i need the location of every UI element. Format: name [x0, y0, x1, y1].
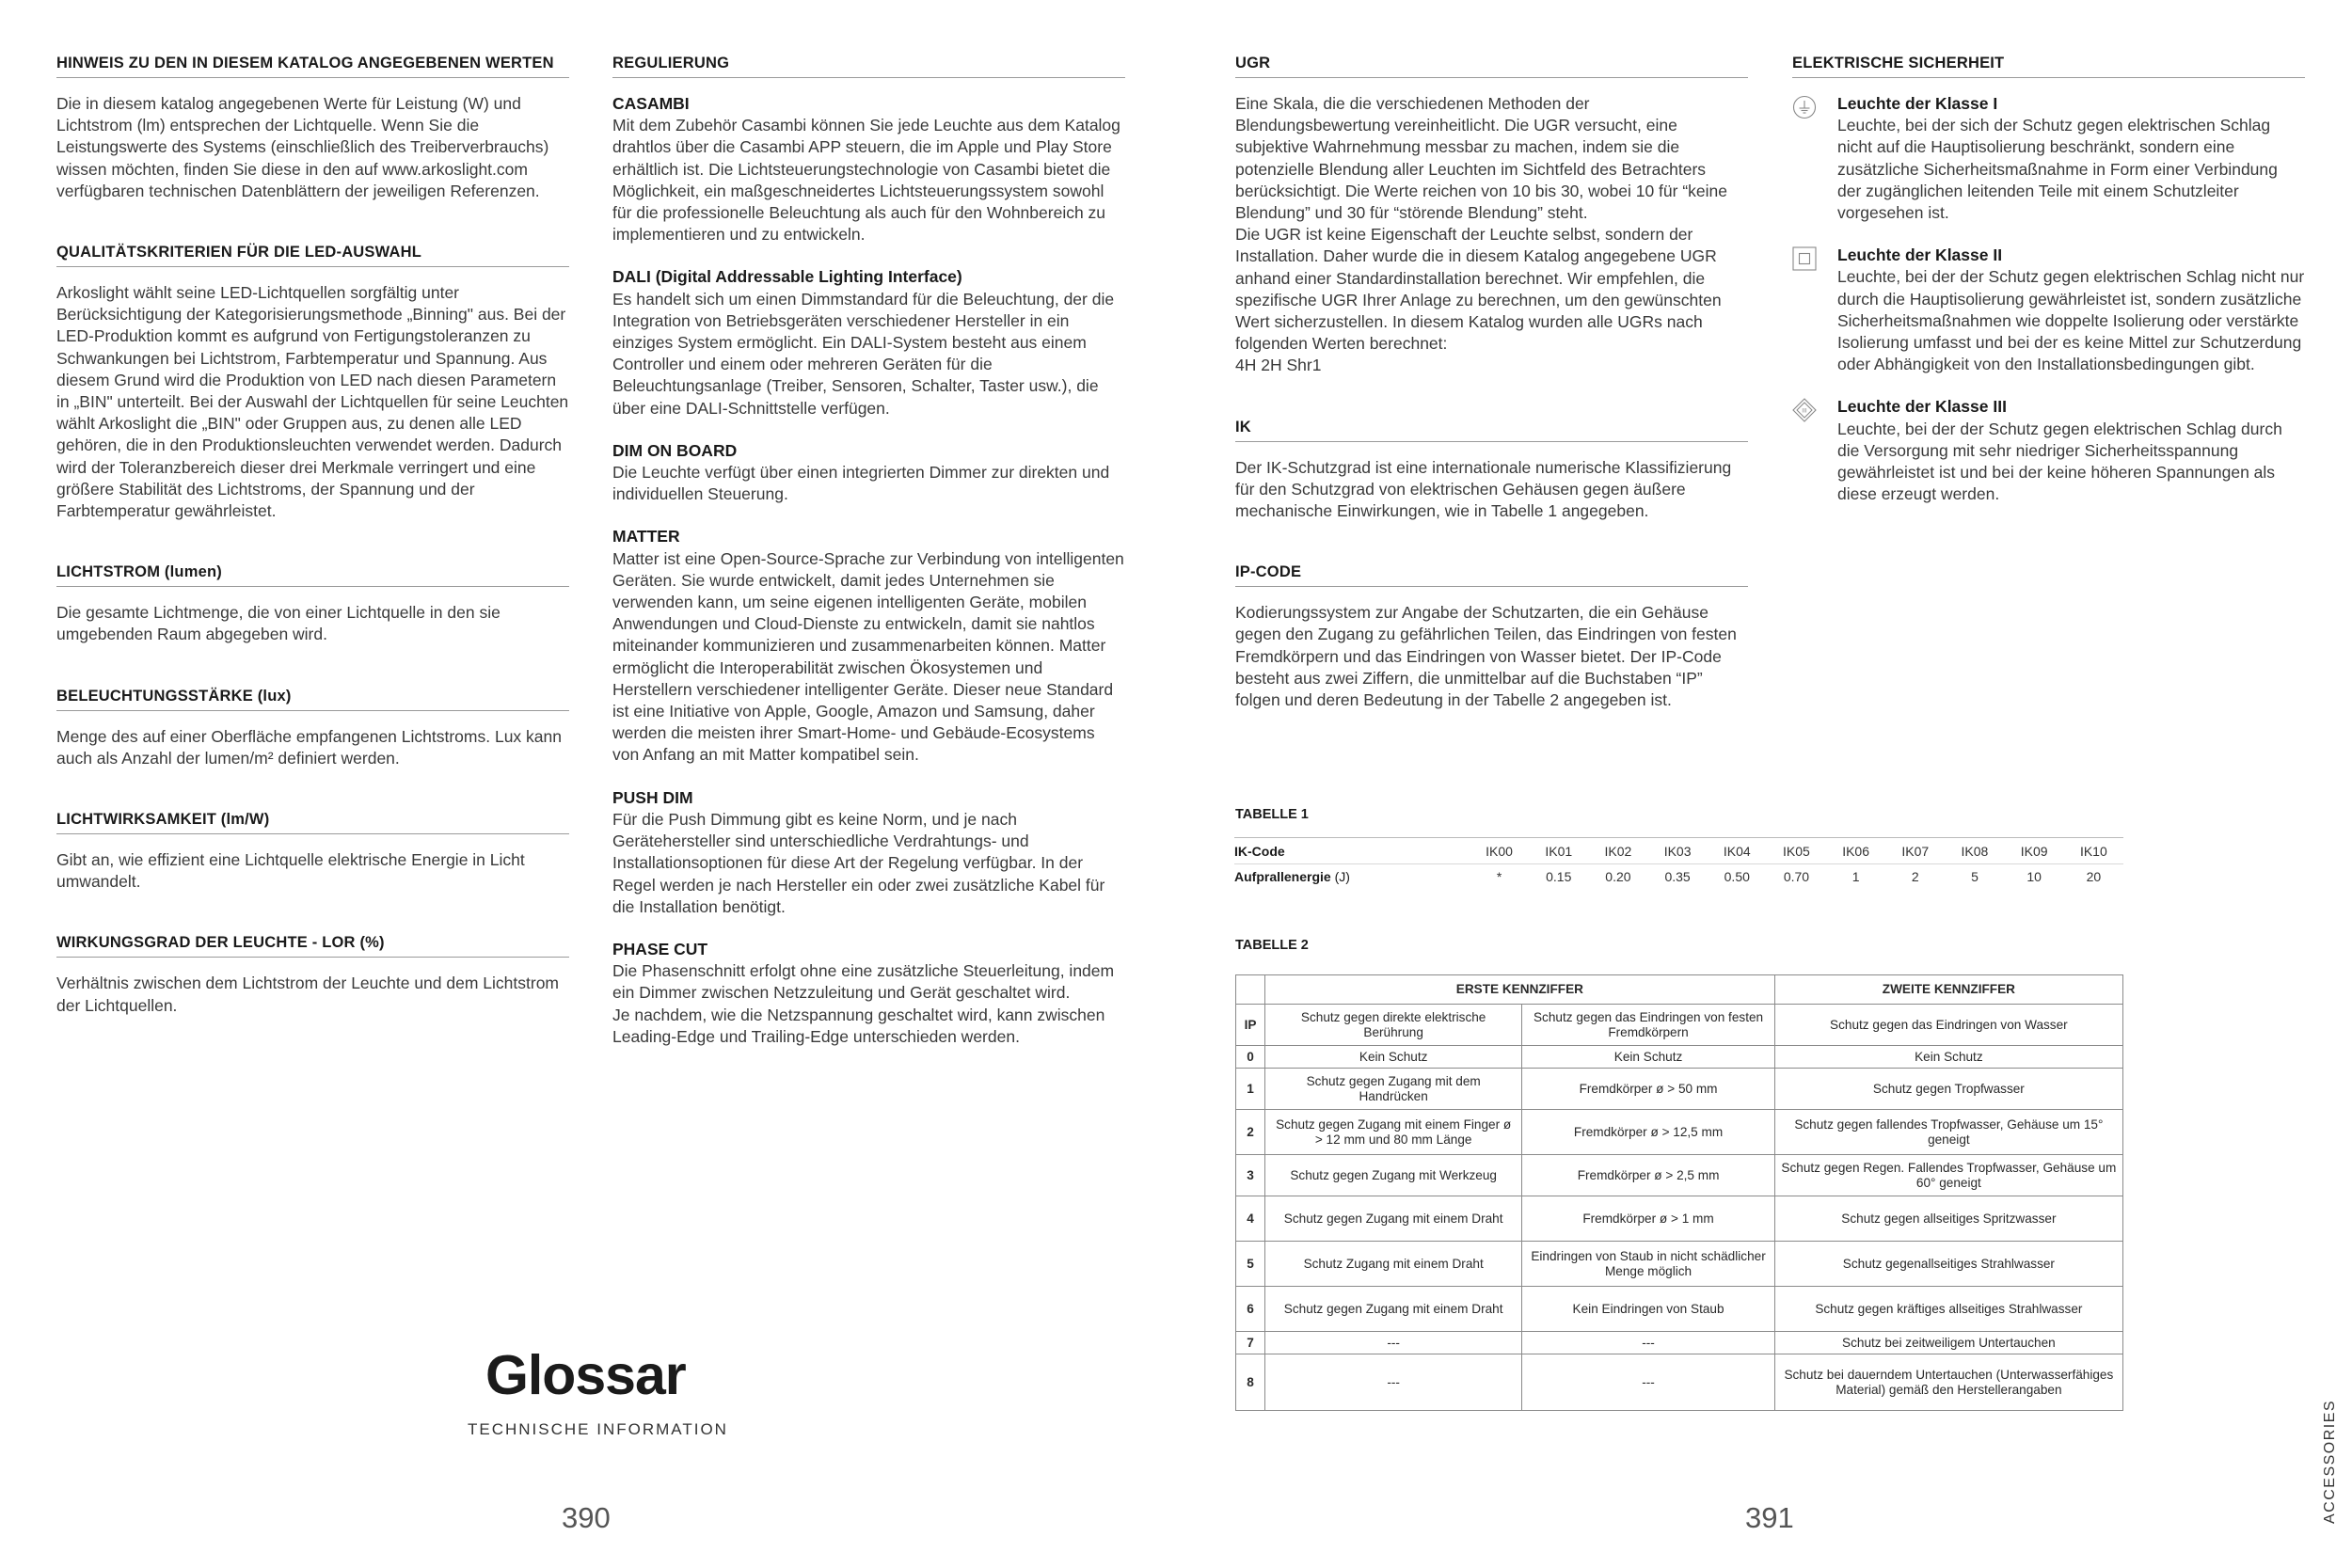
safety-class-3	[1792, 396, 2305, 505]
table2-cell: Schutz gegen allseitiges Spritzwasser	[1774, 1196, 2122, 1242]
table1-row-label: IK-Code	[1234, 839, 1470, 864]
energy-cell: 2	[1911, 869, 1919, 884]
table2-cell: Schutz gegen kräftiges allseitiges Strahlwasser	[1774, 1287, 2122, 1332]
table2-cell: Schutz Zugang mit einem Draht	[1264, 1242, 1521, 1287]
ip-digit-cell: 1	[1236, 1069, 1265, 1110]
section-text: Arkoslight wählt seine LED-Lichtquellen sorgfältig unter Berücksichtigung der Kategorisierungsmethode „Binning" aus. Bei der LED-Produktion kommt es aufgrund von Fertigungstoleranzen zu Schwankungen bei Lichtstrom, Farbtemperatur und Spannung. Aus diesem Grund wird die Produktion von LED nach diesen Parametern in „BIN" unterteilt. Bei der Auswahl der Lichtquellen für seine Leuchten wählt Arkoslight die „BIN" oder Gruppen aus, zu denen alle LED gehören, die in den Produktionsleuchten verwendet werden. Dadurch wird der Toleranzbereich dieser drei Merkmale verringert und eine größere Stabilität des Lichtstroms, der Spannung und der Farbtemperatur gewährleistet.	[56, 283, 569, 521]
section-wirkungsgrad	[56, 934, 569, 1016]
section-text: Eine Skala, die die verschiedenen Methoden der Blendungsbewertung vereinheitlicht. Die UGR versucht, eine subjektive Wahrnehmung messbar zu machen, indem sie die potenzielle Blendung aller Leuchten im Sichtfeld des Betrachters berücksichtigt. Die Werte reichen von 10 bis 30, wobei 10 für “keine Blendung” und 30 für “störende Blendung” steht. Die UGR ist keine Eigenschaft der Leuchte selbst, sondern der Installation. Daher wurde die in diesem Katalog angegebene UGR anhand einer Standardinstallation berechnet. Wir empfehlen, die spezifische UGR Ihrer Anlage zu berechnen, um den gewünschten Wert sicherzustellen. In diesem Katalog wurden alle UGRs nach folgenden Werten berechnet: 4H 2H Shr1	[1235, 94, 1728, 375]
left-column-1	[56, 55, 569, 1017]
ik-code-cell: IK09	[2005, 839, 2064, 864]
table1-label: TABELLE 1	[1235, 807, 1309, 822]
table2-cell: Schutz gegen Zugang mit einem Finger ø > 12 mm und 80 mm Länge	[1264, 1110, 1521, 1155]
protective-earth-icon	[1792, 95, 1817, 119]
energy-cell: 0.70	[1783, 869, 1810, 884]
table2-cell: Schutz gegen Zugang mit dem Handrücken	[1264, 1069, 1521, 1110]
table2-cell: ---	[1264, 1354, 1521, 1411]
ik-code-cell: IK03	[1648, 839, 1708, 864]
ip-digit-cell: 2	[1236, 1110, 1265, 1155]
table2-cell: Schutz gegen Zugang mit einem Draht	[1264, 1196, 1521, 1242]
section-beleuchtungsstaerke	[56, 688, 569, 769]
item-title: CASAMBI	[612, 94, 690, 113]
energy-cell: 5	[1971, 869, 1979, 884]
table2-body	[1236, 1005, 2123, 1411]
table1	[1234, 839, 2123, 889]
item-text: Leuchte, bei der sich der Schutz gegen elektrischen Schlag nicht auf die Hauptisolierung beschränkt, sondern eine zusätzliche Sicherheitsmaßnahme in Form einer Verbindung der zugänglichen leitenden Teile mit einem Schutzleiter vorgesehen ist.	[1837, 116, 2278, 223]
ip-digit-cell: 5	[1236, 1242, 1265, 1287]
regulierung-item	[612, 787, 1125, 918]
ik-code-cell: IK02	[1588, 839, 1647, 864]
safety-class-2	[1792, 245, 2305, 375]
item-title: MATTER	[612, 527, 680, 546]
section-heading: WIRKUNGSGRAD DER LEUCHTE - LOR (%)	[56, 934, 569, 958]
item-title: Leuchte der Klasse I	[1837, 94, 1998, 113]
table2-cell: Schutz bei dauerndem Untertauchen (Unterwasserfähiges Material) gemäß den Herstellerangaben	[1774, 1354, 2122, 1411]
energy-cell: 10	[2026, 869, 2042, 884]
right-column-4	[1792, 55, 2305, 505]
table2	[1235, 974, 2123, 1411]
section-heading: IK	[1235, 419, 1748, 442]
ik-code-cell: IK08	[1945, 839, 2004, 864]
safety-class-1	[1792, 93, 2305, 224]
ip-digit-cell: 7	[1236, 1332, 1265, 1354]
ip-digit-cell: 3	[1236, 1155, 1265, 1196]
section-heading: QUALITÄTSKRITERIEN FÜR DIE LED-AUSWAHL	[56, 244, 569, 267]
table2-row	[1236, 1046, 2123, 1069]
table2-cell: Kein Schutz	[1264, 1046, 1521, 1069]
class-iii-icon-label: III	[1802, 407, 1807, 415]
table2-cell: Schutz gegenallseitiges Strahlwasser	[1774, 1242, 2122, 1287]
table2-cell: Schutz gegen fallendes Tropfwasser, Gehäuse um 15° geneigt	[1774, 1110, 2122, 1155]
side-section-label: ACCESSORIES	[2322, 1399, 2338, 1524]
table2-cell: Fremdkörper ø > 2,5 mm	[1522, 1155, 1774, 1196]
regulierung-item	[612, 93, 1125, 245]
table2-cell: Schutz gegen Tropfwasser	[1774, 1069, 2122, 1110]
table2-row	[1236, 1242, 2123, 1287]
energy-cell: *	[1496, 869, 1502, 884]
table2-cell: Kein Schutz	[1774, 1046, 2122, 1069]
section-heading: IP-CODE	[1235, 563, 1748, 587]
table2-row	[1236, 1069, 2123, 1110]
ip-digit-cell: 4	[1236, 1196, 1265, 1242]
regulierung-item	[612, 939, 1125, 1048]
ik-code-cell: IK00	[1470, 839, 1529, 864]
class-iii-icon	[1792, 398, 1817, 422]
energy-cell: 0.50	[1724, 869, 1750, 884]
table2-header-second: ZWEITE KENNZIFFER	[1774, 975, 2122, 1005]
regulierung-item	[612, 526, 1125, 766]
item-text: Leuchte, bei der der Schutz gegen elektrischen Schlag nicht nur durch die Hauptisolierung gewährleistet ist, sondern zusätzliche Sicherheitsmaßnahmen wie doppelte Isolierung oder verstärkte Isolierung umfasst und bei der es keine Mittel zur Schutzerdung oder Abhängigkeit von den Installationsbedingungen gibt.	[1837, 267, 2305, 374]
section-text: Die in diesem katalog angegebenen Werte für Leistung (W) und Lichtstrom (lm) entsprechen der Lichtquelle. Wenn Sie die Leistungswerte des Systems (einschließlich des Treiberverbrauchs) wissen möchten, finden Sie diese in den auf www.arkoslight.com verfügbaren technischen Datenblättern der jeweiligen Referenzen.	[56, 94, 549, 200]
ip-digit-cell: 8	[1236, 1354, 1265, 1411]
ip-digit-cell: 6	[1236, 1287, 1265, 1332]
section-text: Der IK-Schutzgrad ist eine internationale numerische Klassifizierung für den Schutzgrad von elektrischen Gehäusen gegen äußere mechanische Einwirkungen, wie in Tabelle 1 angegeben.	[1235, 457, 1732, 521]
left-column-2	[612, 55, 1125, 1048]
energy-cell: 0.35	[1664, 869, 1691, 884]
table2-cell: Fremdkörper ø > 50 mm	[1522, 1069, 1774, 1110]
section-heading: HINWEIS ZU DEN IN DIESEM KATALOG ANGEGEBENEN WERTEN	[56, 55, 569, 78]
item-text: Für die Push Dimmung gibt es keine Norm, und je nach Gerätehersteller sind unterschiedliche Verdrahtungs- und Installationsoptionen für diese Art der Regelung verfügbar. In der Regel werden je nach Hersteller ein oder zwei zusätzliche Kabel für die Installation benötigt.	[612, 809, 1105, 916]
ik-code-cell: IK07	[1885, 839, 1945, 864]
section-text: Gibt an, wie effizient eine Lichtquelle elektrische Energie in Licht umwandelt.	[56, 850, 525, 892]
double-insulation-icon	[1792, 246, 1817, 271]
table1-top-rule	[1234, 837, 2123, 838]
table2-cell: Schutz gegen Zugang mit einem Draht	[1264, 1287, 1521, 1332]
table2-cell: Schutz gegen Zugang mit Werkzeug	[1264, 1155, 1521, 1196]
table2-cell: Kein Eindringen von Staub	[1522, 1287, 1774, 1332]
table2-cell: Schutz gegen direkte elektrische Berührung	[1264, 1005, 1521, 1046]
energy-unit: (J)	[1334, 869, 1350, 884]
table2-cell: Fremdkörper ø > 1 mm	[1522, 1196, 1774, 1242]
table2-cell: Kein Schutz	[1522, 1046, 1774, 1069]
ip-digit-cell: 0	[1236, 1046, 1265, 1069]
section-heading: BELEUCHTUNGSSTÄRKE (lux)	[56, 688, 569, 711]
ik-code-cell: IK04	[1708, 839, 1767, 864]
section-text: Die gesamte Lichtmenge, die von einer Lichtquelle in den sie umgebenden Raum abgegeben wird.	[56, 603, 501, 644]
item-text: Die Leuchte verfügt über einen integrierten Dimmer zur direkten und individuellen Steuerung.	[612, 463, 1110, 504]
table2-row	[1236, 1110, 2123, 1155]
ik-code-cell: IK10	[2064, 839, 2123, 864]
table1-row-energy	[1234, 864, 2123, 890]
energy-cell: 0.20	[1605, 869, 1631, 884]
table2-cell: ---	[1264, 1332, 1521, 1354]
right-column-3	[1235, 55, 1748, 711]
item-title: PUSH DIM	[612, 787, 693, 807]
table2-cell: Schutz gegen das Eindringen von festen Fremdkörpern	[1522, 1005, 1774, 1046]
table2-cell: ---	[1522, 1332, 1774, 1354]
section-heading: REGULIERUNG	[612, 55, 1125, 78]
section-qualitaet	[56, 244, 569, 522]
page-subtitle: TECHNISCHE INFORMATION	[468, 1420, 728, 1438]
item-title: DALI (Digital Addressable Lighting Interface)	[612, 267, 962, 287]
page-number-right: 391	[1745, 1501, 1794, 1534]
section-lichtwirksamkeit	[56, 811, 569, 893]
table2-cell: ---	[1522, 1354, 1774, 1411]
table2-row	[1236, 1287, 2123, 1332]
table2-cell: Fremdkörper ø > 12,5 mm	[1522, 1110, 1774, 1155]
section-text: Menge des auf einer Oberfläche empfangenen Lichtstroms. Lux kann auch als Anzahl der lumen/m² definiert werden.	[56, 726, 562, 768]
page-title: Glossar	[485, 1344, 686, 1406]
table2-row	[1236, 1005, 2123, 1046]
item-title: Leuchte der Klasse II	[1837, 245, 2003, 265]
page-number-left: 390	[562, 1501, 611, 1534]
item-text: Mit dem Zubehör Casambi können Sie jede Leuchte aus dem Katalog drahtlos über die Casambi APP steuern, die im Apple und Play Store erhältlich ist. Die Lichtsteuerungstechnologie von Casambi bietet die Möglichkeit, ein maßgeschneidertes Lichtsteuerungssystem sowohl für die professionelle Beleuchtung als auch für den Wohnbereich zu implementieren und zu entwickeln.	[612, 116, 1120, 245]
item-text: Matter ist eine Open-Source-Sprache zur Verbindung von intelligenten Geräten. Sie wurde entwickelt, damit jedes Unternehmen sie verwenden kann, um seine eigenen intelligenten Geräte, mobilen Anwendungen und Cloud-Dienste zu entwickeln, damit sie nahtlos miteinander kommunizieren und zusammenarbeiten können. Matter ermöglicht die Interoperabilität zwischen Ökosystemen und Herstellern verschiedener intelligenter Geräte. Dieser neue Standard ist eine Initiative von Apple, Google, Amazon und Samsung, daher werden die meisten ihrer Smart-Home- und Gebäude-Ecosystems von Anfang an mit Matter kompatibel sein.	[612, 548, 1124, 765]
section-ik	[1235, 419, 1748, 523]
table2-cell: Schutz bei zeitweiligem Untertauchen	[1774, 1332, 2122, 1354]
ik-code-cell: IK01	[1529, 839, 1588, 864]
section-heading: LICHTWIRKSAMKEIT (lm/W)	[56, 811, 569, 834]
table2-row	[1236, 1196, 2123, 1242]
section-hinweis	[56, 55, 569, 202]
section-text: Kodierungssystem zur Angabe der Schutzarten, die ein Gehäuse gegen den Zugang zu gefährlichen Teilen, das Eindringen von festen Fremdkörpern und das Eindringen von Wasser bietet. Der IP-Code besteht aus zwei Ziffern, die unmittelbar auf die Buchstaben “IP” folgen und deren Bedeutung in der Tabelle 2 angegeben ist.	[1235, 603, 1737, 710]
section-ugr	[1235, 55, 1748, 377]
regulierung-item	[612, 266, 1125, 419]
table2-cell: Eindringen von Staub in nicht schädlicher Menge möglich	[1522, 1242, 1774, 1287]
table2-row	[1236, 1332, 2123, 1354]
table2-row	[1236, 1354, 2123, 1411]
table2-cell: Schutz gegen Regen. Fallendes Tropfwasser, Gehäuse um 60° geneigt	[1774, 1155, 2122, 1196]
ip-digit-cell: IP	[1236, 1005, 1265, 1046]
regulierung-item	[612, 440, 1125, 506]
section-heading: UGR	[1235, 55, 1748, 78]
section-text: Verhältnis zwischen dem Lichtstrom der Leuchte und dem Lichtstrom der Lichtquellen.	[56, 974, 560, 1015]
energy-cell: 20	[2086, 869, 2102, 884]
section-lichtstrom	[56, 563, 569, 645]
table2-row	[1236, 1155, 2123, 1196]
ik-code-cell: IK06	[1826, 839, 1885, 864]
item-title: PHASE CUT	[612, 939, 708, 958]
table2-header-first: ERSTE KENNZIFFER	[1264, 975, 1774, 1005]
section-heading: LICHTSTROM (lumen)	[56, 563, 569, 587]
table2-cell: Schutz gegen das Eindringen von Wasser	[1774, 1005, 2122, 1046]
section-ip-code	[1235, 563, 1748, 711]
item-title: DIM ON BOARD	[612, 440, 738, 460]
energy-cell: 0.15	[1546, 869, 1572, 884]
item-text: Leuchte, bei der der Schutz gegen elektrischen Schlag durch die Versorgung mit sehr niedriger Sicherheitsspannung gewährleistet ist und bei der keine höheren Spannungen als diese erzeugt werden.	[1837, 419, 2282, 504]
energy-cell: 1	[1851, 869, 1860, 884]
table1-row-codes	[1234, 839, 2123, 864]
item-title: Leuchte der Klasse III	[1837, 397, 2007, 417]
table1-row-label	[1234, 864, 1470, 890]
table2-header-row	[1236, 975, 2123, 1005]
table2-header-empty	[1236, 975, 1265, 1005]
ik-code-cell: IK05	[1767, 839, 1826, 864]
energy-label: Aufprallenergie	[1234, 869, 1331, 884]
table2-label: TABELLE 2	[1235, 938, 1309, 953]
section-heading: ELEKTRISCHE SICHERHEIT	[1792, 55, 2305, 78]
item-text: Es handelt sich um einen Dimmstandard für die Beleuchtung, der die Integration von Betriebsgeräten verschiedener Hersteller in ein einziges System ermöglicht. Ein DALI-System besteht aus einem Controller und einem oder mehreren Geräten für die Beleuchtungsanlage (Treiber, Sensoren, Schalter, Taster usw.), die über eine DALI-Schnittstelle verfügen.	[612, 289, 1115, 418]
item-text: Die Phasenschnitt erfolgt ohne eine zusätzliche Steuerleitung, indem ein Dimmer zwischen Netzzuleitung und Gerät geschaltet wird. Je nachdem, wie die Netzspannung geschaltet wird, kann zwischen Leading-Edge und Trailing-Edge unterschieden werden.	[612, 961, 1115, 1046]
